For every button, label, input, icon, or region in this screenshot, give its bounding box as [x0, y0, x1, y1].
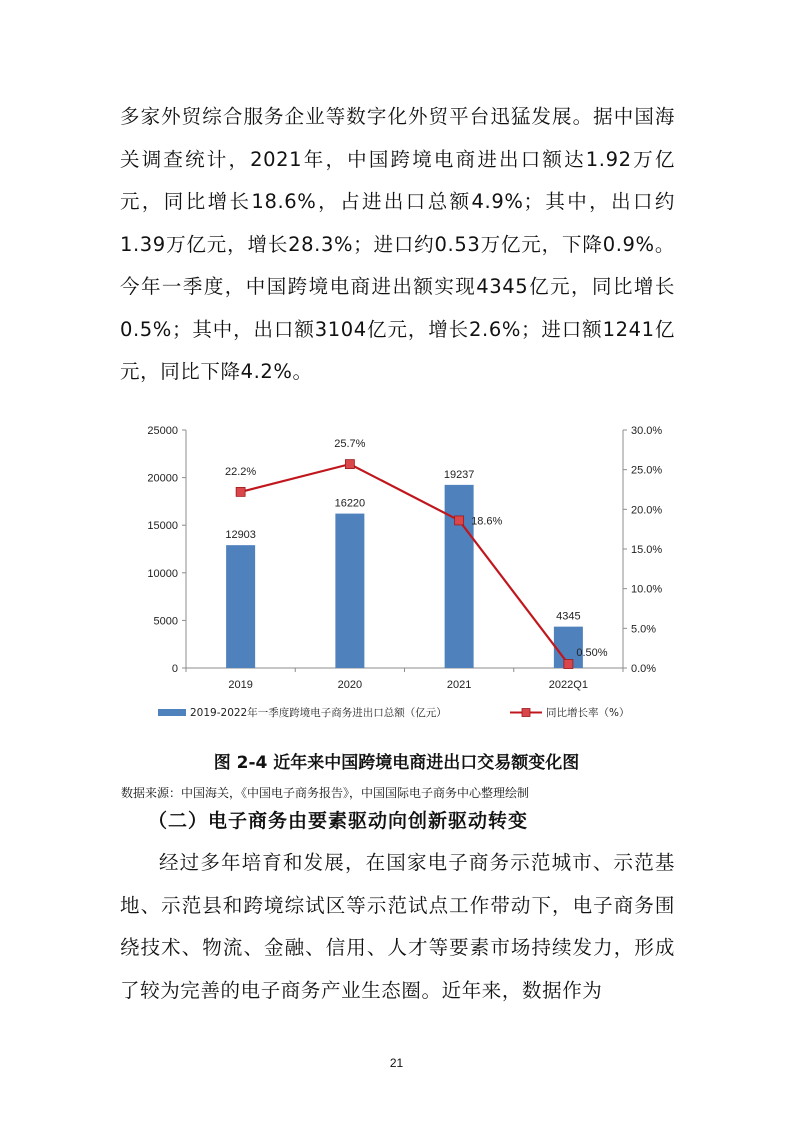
- chart-legend: [158, 706, 629, 719]
- x-tick-label: 2019: [228, 679, 253, 691]
- y-left-tick-label: 15000: [147, 520, 178, 533]
- y-right-tick-label: 5.0%: [631, 623, 657, 636]
- x-tick-label: 2021: [446, 679, 472, 691]
- line-value-label: 0.50%: [576, 647, 608, 660]
- bar-series: [226, 485, 583, 668]
- growth-rate-marker: [236, 487, 245, 496]
- bar: [335, 514, 364, 668]
- page-number: 21: [389, 1056, 404, 1070]
- bar-value-label: 4345: [556, 610, 581, 623]
- legend-label-line: 同比增长率（%）: [546, 707, 630, 719]
- y-left-tick-label: 5000: [153, 615, 178, 628]
- legend-label-bar: 2019-2022年一季度跨境电子商务进出口总额（亿元）: [190, 707, 447, 719]
- y-right-tick-label: 10.0%: [631, 583, 663, 596]
- data-labels: [225, 438, 608, 659]
- body-paragraph-2: 经过多年培育和发展，在国家电子商务示范城市、示范基地、示范县和跨境综试区等示范试点工作带动下，电子商务围绕技术、物流、金融、信用、人才等要素市场持续发力，形成了较为完善的电子商务产业生态圈。近年来，数据作为: [120, 851, 675, 1002]
- y-right-tick-label: 15.0%: [631, 544, 663, 556]
- y-left-tick-label: 20000: [147, 472, 178, 485]
- y-right-tick-label: 20.0%: [631, 504, 663, 517]
- growth-rate-marker: [345, 460, 354, 469]
- line-value-label: 22.2%: [225, 465, 257, 478]
- y-left-tick-label: 25000: [147, 425, 178, 437]
- bar: [226, 545, 255, 668]
- bar-value-label: 19237: [443, 468, 475, 481]
- y-left-tick-label: 10000: [147, 567, 178, 580]
- legend-swatch-bar: [158, 709, 186, 716]
- bar-value-label: 16220: [334, 497, 366, 510]
- bar: [445, 485, 474, 668]
- growth-rate-marker: [455, 516, 464, 525]
- figure-source: 数据来源：中国海关，《中国电子商务报告》，中国国际电子商务中心整理绘制: [121, 786, 530, 800]
- y-left-tick-label: 0: [171, 663, 178, 675]
- y-right-tick-label: 0.0%: [631, 663, 657, 675]
- trade-chart: [118, 408, 673, 733]
- x-tick-label: 2022Q1: [548, 679, 588, 691]
- y-right-tick-label: 25.0%: [631, 464, 663, 477]
- x-tick-label: 2020: [337, 679, 363, 691]
- growth-rate-line: [241, 464, 569, 664]
- line-value-label: 18.6%: [471, 515, 503, 528]
- line-value-label: 25.7%: [334, 438, 366, 451]
- line-series: [236, 460, 573, 669]
- growth-rate-marker: [564, 660, 573, 669]
- figure-caption: 图 2-4 近年来中国跨境电商进出口交易额变化图: [213, 753, 580, 773]
- legend-swatch-marker: [522, 709, 530, 717]
- body-paragraph-1: 多家外贸综合服务企业等数字化外贸平台迅猛发展。据中国海关调查统计，2021年，中国跨境电商进出口额达1.92万亿元，同比增长18.6%，占进出口总额4.9%；其中，出口约1.39万亿元，增长28.3%；进口约0.53万亿元，下降0.9%。今年一季度，中国跨境电商进出额实现4345亿元，同比增长0.5%；其中，出口额3104亿元，增长2.6%；进口额1241亿元，同比下降4.2%。: [120, 105, 675, 383]
- y-right-tick-label: 30.0%: [631, 425, 663, 437]
- section-heading: （二）电子商务由要素驱动向创新驱动转变: [148, 810, 529, 832]
- bar-value-label: 12903: [225, 529, 256, 542]
